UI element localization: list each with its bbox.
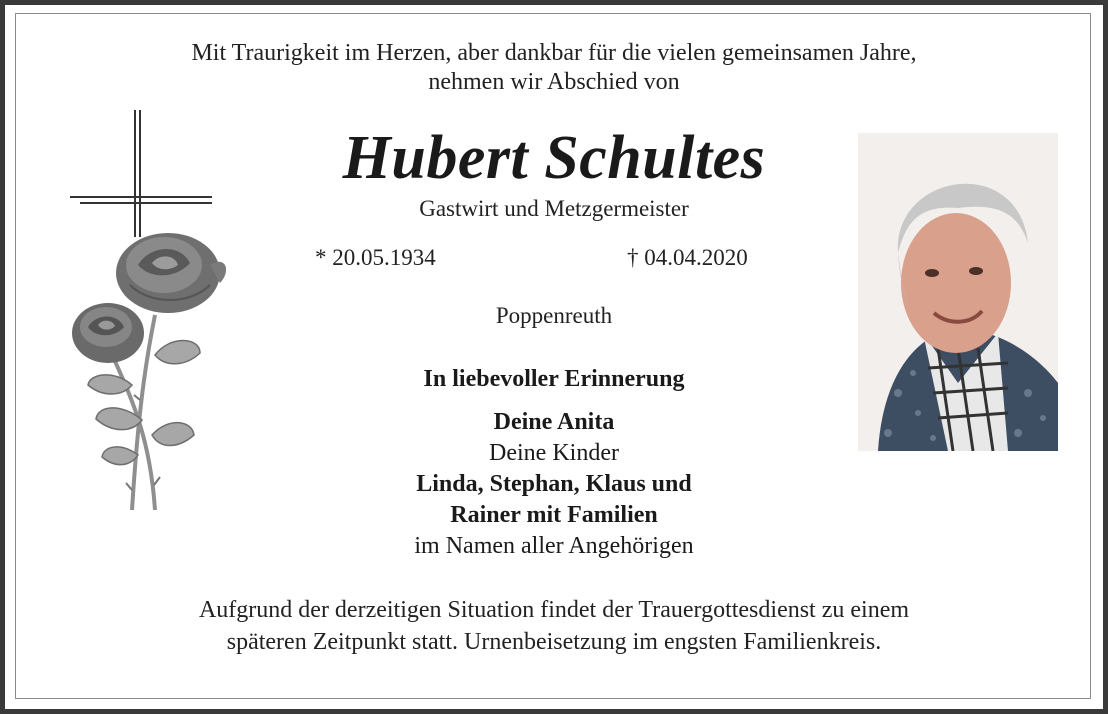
portrait-photo <box>858 133 1058 451</box>
obituary-card <box>5 5 1103 709</box>
closing-line-2: späteren Zeitpunkt statt. Urnenbeisetzung im engsten Familienkreis. <box>226 629 882 655</box>
death-date: † 04.04.2020 <box>627 245 748 270</box>
intro-line-1: Mit Traurigkeit im Herzen, aber dankbar für die vielen gemeinsamen Jahre, <box>191 40 917 66</box>
intro-text <box>5 39 1103 97</box>
intro-line-2: nehmen wir Abschied von <box>428 69 680 95</box>
place: Poppenreuth <box>495 303 613 328</box>
deceased-name: Hubert Schultes <box>342 124 766 192</box>
memory-heading: In liebevoller Erinnerung <box>423 366 685 392</box>
closing-text <box>5 594 1103 658</box>
family-line-2: Deine Kinder <box>489 440 619 466</box>
family-line-1: Deine Anita <box>493 409 615 435</box>
family-line-4: Rainer mit Familien <box>450 502 658 528</box>
rose-large-icon <box>116 233 226 313</box>
closing-line-1: Aufgrund der derzeitigen Situation findet der Trauergottesdienst zu einem <box>198 597 910 623</box>
family-line-5: im Namen aller Angehörigen <box>414 533 694 559</box>
profession: Gastwirt und Metzgermeister <box>419 196 689 221</box>
rose-small-icon <box>72 303 144 363</box>
family-line-3: Linda, Stephan, Klaus und <box>416 471 692 497</box>
cross-icon <box>70 110 212 237</box>
rose-illustration <box>60 105 240 525</box>
birth-date: * 20.05.1934 <box>315 245 436 270</box>
